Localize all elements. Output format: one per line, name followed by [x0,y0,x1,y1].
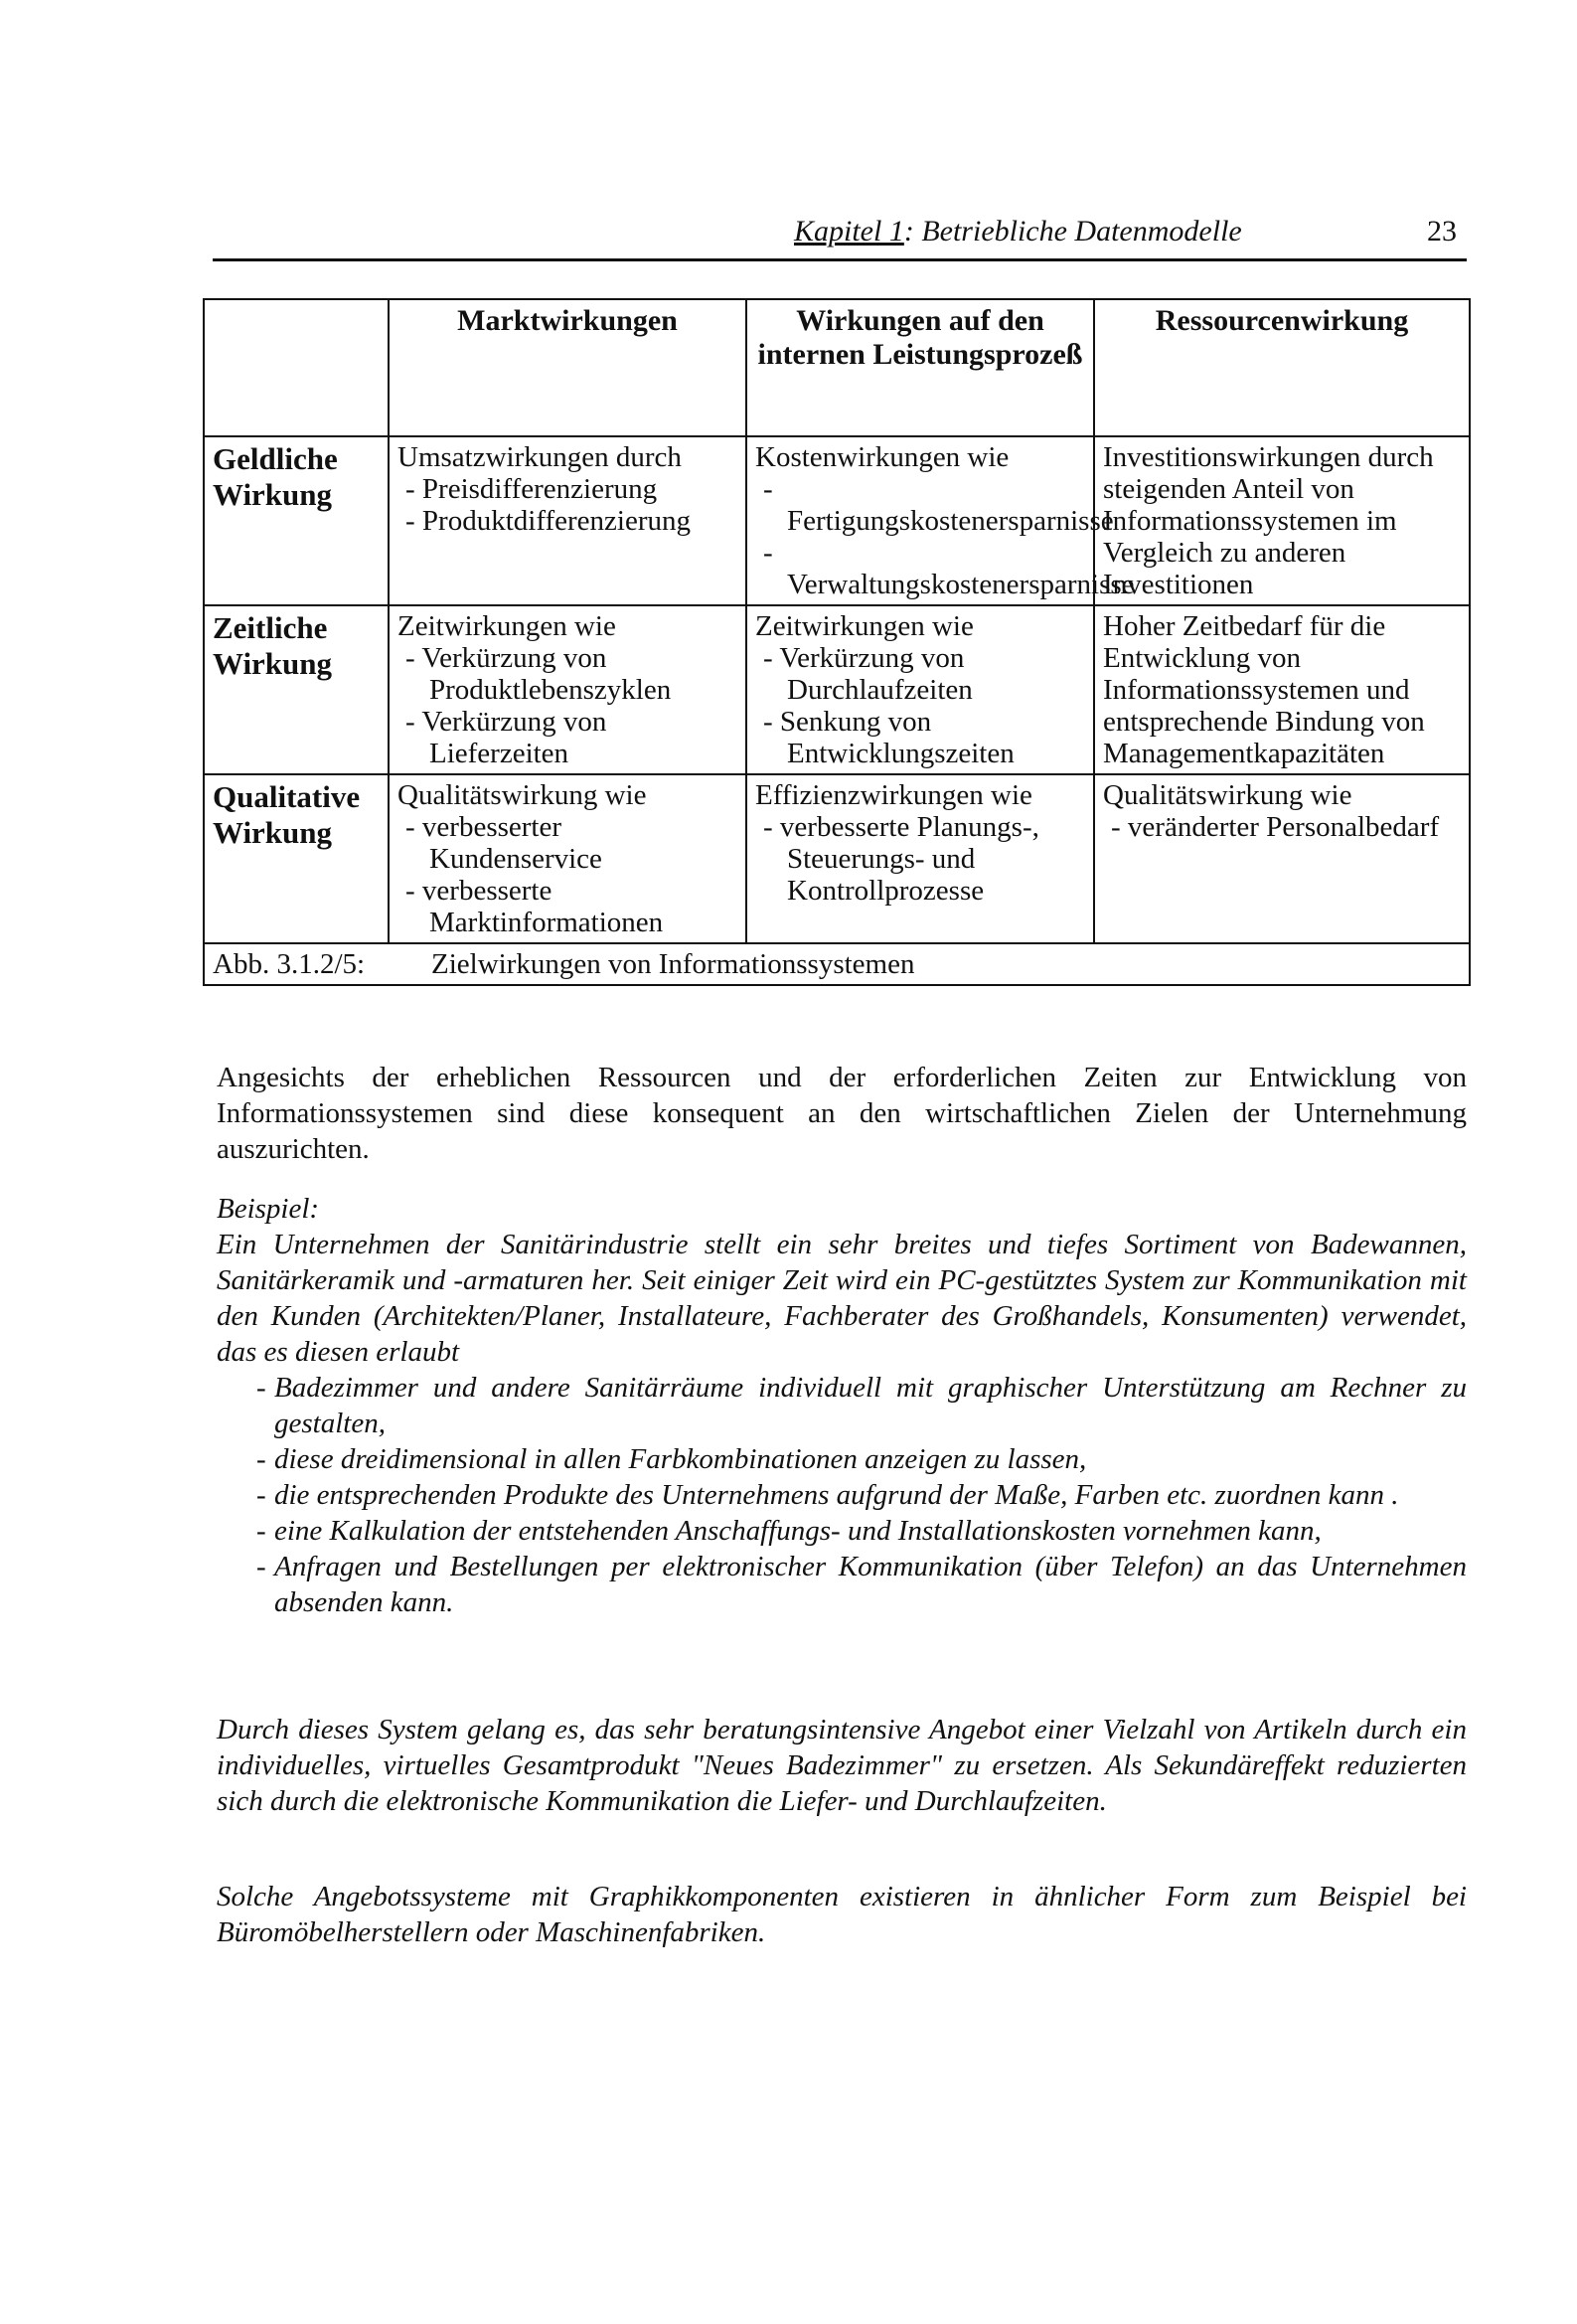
example-list [217,1370,1467,1620]
table-cell [1094,436,1470,605]
page-number: 23 [1427,215,1457,248]
caption-text: Zielwirkungen von Informationssystemen [431,948,915,980]
row-label: Zeitliche Wirkung [204,605,389,774]
table-cell [389,774,746,943]
cell-intro: Umsatzwirkungen durch [397,441,682,473]
table-cell [1094,605,1470,774]
cell-item: - verbesserte Marktinformationen [405,875,664,938]
table-cell [389,436,746,605]
example-paragraph-2: Durch dieses System gelang es, das sehr beratungsintensive Angebot einer Vielzahl von Artikeln durch ein individuelles, virtuelles Gesamtprodukt "Neues Badezimmer" zu ersetzen. Als Sekundäreffekt reduzierten sich durch die elektronische Kommunikation die Liefer- und Durchlaufzeiten. [217,1714,1467,1817]
paragraph-intro: Angesichts der erheblichen Ressourcen und der erforderlichen Zeiten zur Entwicklung von Informationssystemen sind diese konsequent an den wirtschaftlichen Zielen der Unternehmung auszurichten. [217,1062,1467,1165]
list-item: - die entsprechenden Produkte des Unternehmens aufgrund der Maße, Farben etc. zuordnen kann . [217,1477,1467,1513]
table-cell [1094,774,1470,943]
cell-item: - Verkürzung von Durchlaufzeiten [763,642,973,706]
list-item: - Badezimmer und andere Sanitärräume individuell mit graphischer Unterstützung am Rechner zu gestalten, [217,1370,1467,1441]
cell-intro: Qualitätswirkung wie [1103,779,1352,811]
table-header-resource: Ressourcenwirkung [1094,299,1470,436]
cell-item: - Verwaltungskostenersparnisse [763,537,1135,600]
table-row [204,436,1470,605]
cell-intro: Qualitätswirkung wie [397,779,647,811]
list-item: - diese dreidimensional in allen Farbkombinationen anzeigen zu lassen, [217,1441,1467,1477]
cell-item: - Fertigungskostenersparnisse [763,473,1114,537]
example-paragraph-3: Solche Angebotssysteme mit Graphikkomponenten existieren in ähnlicher Form zum Beispiel bei Büromöbelherstellern oder Maschinenfabriken. [217,1881,1467,1948]
cell-item: - Preisdifferenzierung [405,473,658,505]
cell-item: - verbesserter Kundenservice [405,811,602,875]
cell-intro: Investitionswirkungen durch steigenden Anteil von Informationssystemen im Vergleich zu anderen Investitionen [1103,441,1434,600]
table-cell [746,774,1094,943]
cell-item: - Verkürzung von Produktlebenszyklen [405,642,672,706]
example-block [217,1191,1467,1620]
cell-intro: Kostenwirkungen wie [755,441,1010,473]
row-label: Geldliche Wirkung [204,436,389,605]
table-header-market: Marktwirkungen [389,299,746,436]
figure-caption [204,943,1470,985]
table-cell [746,436,1135,605]
example-intro: Ein Unternehmen der Sanitärindustrie stellt ein sehr breites und tiefes Sortiment von Badewannen, Sanitärkeramik und -armaturen her. Seit einiger Zeit wird ein PC-gestütztes System zur Kommunikation mit den Kunden (Architekten/Planer, Installateure, Fachberater des Großhandels, Konsumenten) verwendet, das es diesen erlaubt [217,1229,1467,1368]
example-heading: Beispiel: [217,1193,320,1225]
cell-item: - verbesserte Planungs-, Steuerungs- und Kontrollprozesse [763,811,1039,907]
table-row [204,605,1470,774]
row-label: Qualitative Wirkung [204,774,389,943]
cell-intro: Zeitwirkungen wie [397,610,616,642]
list-item: - eine Kalkulation der entstehenden Anschaffungs- und Installationskosten vornehmen kann, [217,1513,1467,1549]
cell-item: - Senkung von Entwicklungszeiten [763,706,1015,769]
table-header-row [204,299,1470,436]
cell-intro: Zeitwirkungen wie [755,610,974,642]
cell-item: - Verkürzung von Lieferzeiten [405,706,607,769]
cell-intro: Hoher Zeitbedarf für die Entwicklung von Informationssystemen und entsprechende Bindung von Managementkapazitäten [1103,610,1425,769]
running-header [213,215,1467,261]
chapter-label: Kapitel 1 [794,215,904,248]
chapter-title [794,215,1242,249]
cell-item: - veränderter Personalbedarf [1111,811,1440,843]
caption-row [204,943,1470,985]
table-cell [389,605,746,774]
cell-intro: Effizienzwirkungen wie [755,779,1032,811]
table-header-internal: Wirkungen auf den internen Leistungsprozeß [746,299,1094,436]
effects-table [203,298,1471,986]
caption-label: Abb. 3.1.2/5: [213,948,366,980]
table-row [204,774,1470,943]
table-cell [746,605,1094,774]
list-item: - Anfragen und Bestellungen per elektronischer Kommunikation (über Telefon) an das Unternehmen absenden kann. [217,1549,1467,1620]
cell-item: - Produktdifferenzierung [405,505,691,537]
table-header-empty [204,299,389,436]
chapter-name: : Betriebliche Datenmodelle [903,215,1242,248]
